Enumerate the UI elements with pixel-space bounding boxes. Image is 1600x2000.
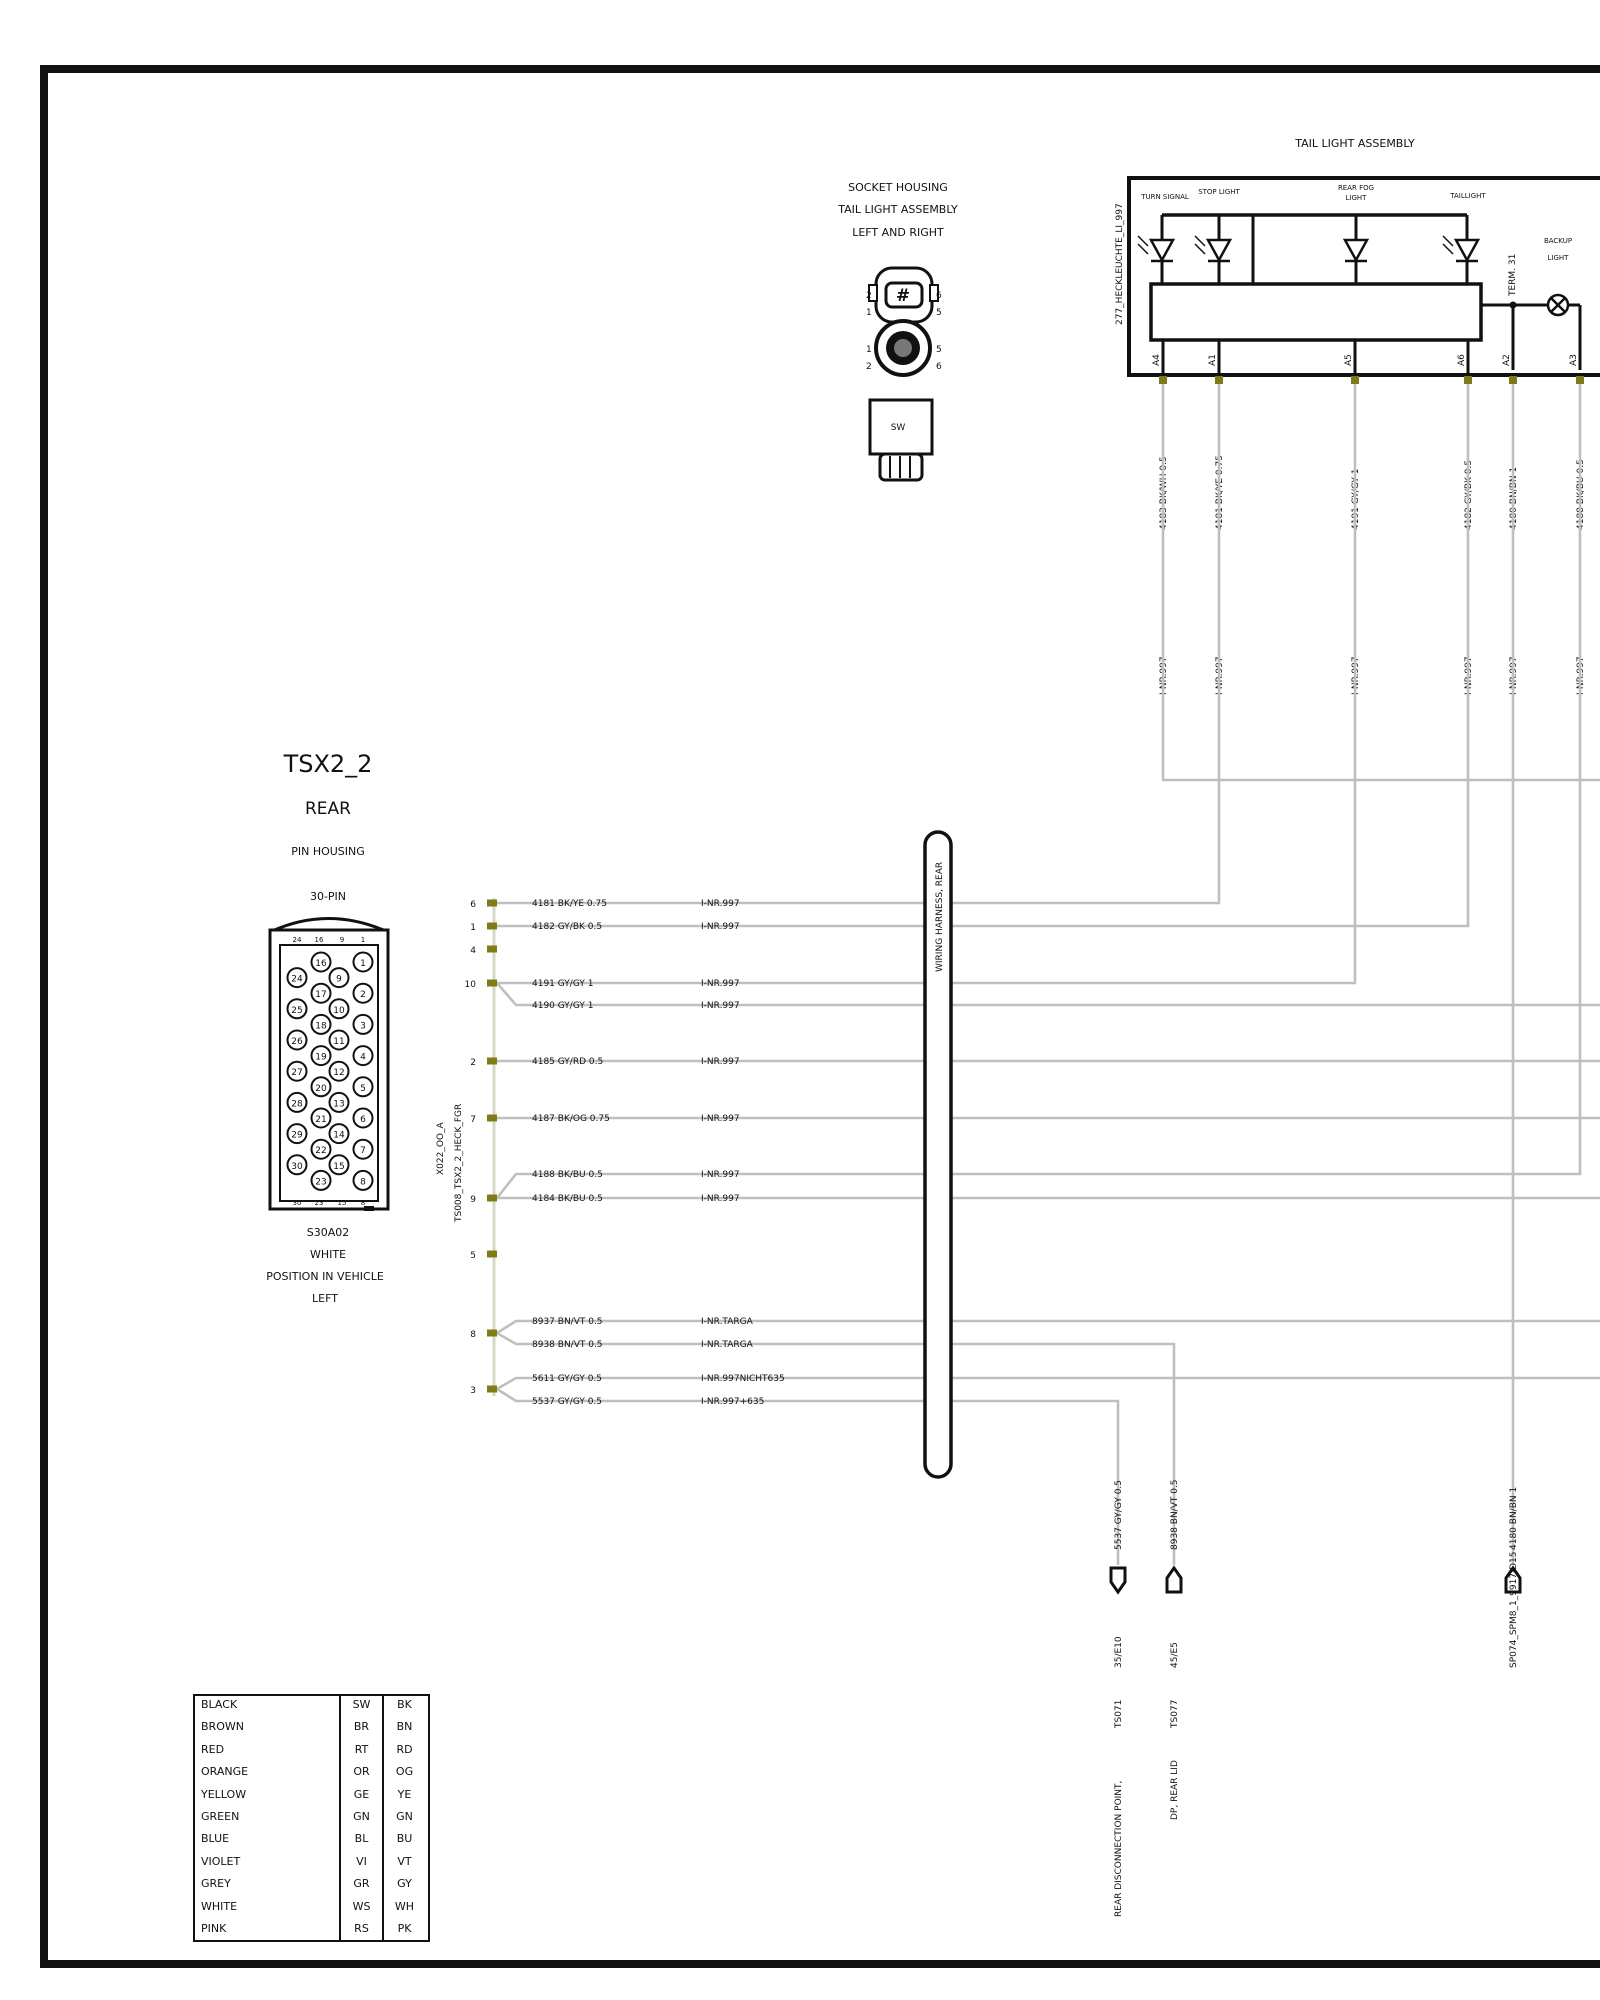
led-diode-icon bbox=[1345, 240, 1367, 260]
tail-light-inr-label: I-NR.997 bbox=[1464, 656, 1474, 695]
connector-location: REAR bbox=[305, 799, 351, 819]
connector-pin-number: 16 bbox=[315, 959, 327, 969]
legend-cell-name: GREY bbox=[193, 1873, 340, 1895]
legend-cell-en: PK bbox=[383, 1918, 425, 1940]
legend-cell-name: BROWN bbox=[193, 1716, 340, 1738]
connector-position-label: POSITION IN VEHICLE bbox=[266, 1270, 384, 1283]
legend-cell-en: YE bbox=[383, 1784, 425, 1806]
led-emission-icon bbox=[1195, 236, 1205, 254]
harness-wire-label: 5537 GY/GY 0.5 bbox=[532, 1397, 603, 1407]
connector-pin-number: 17 bbox=[315, 990, 327, 1001]
legend-cell-en: BN bbox=[383, 1716, 425, 1738]
legend-cell-de: VI bbox=[340, 1851, 383, 1873]
legend-row bbox=[193, 1851, 425, 1873]
harness-inr-label: I-NR.997 bbox=[701, 979, 740, 989]
legend-cell-name: BLACK bbox=[193, 1694, 340, 1716]
wire bbox=[497, 384, 1580, 1198]
legend-cell-en: RD bbox=[383, 1739, 425, 1761]
harness-wire-label: 4188 BK/BU 0.5 bbox=[532, 1170, 603, 1180]
tail-light-pin: A1 bbox=[1208, 354, 1218, 366]
led-diode-icon bbox=[1151, 240, 1173, 260]
socket-title-1: SOCKET HOUSING bbox=[848, 181, 948, 194]
legend-row bbox=[193, 1784, 425, 1806]
connector-pin-number: 7 bbox=[360, 1146, 366, 1157]
connector-pin bbox=[312, 1171, 331, 1190]
legend-cell-de: GR bbox=[340, 1873, 383, 1895]
pin-marker bbox=[1215, 376, 1223, 384]
socket-pin: 2 bbox=[866, 291, 872, 301]
connector-pin-number: 11 bbox=[333, 1037, 345, 1047]
connector-bottom-number: 15 bbox=[337, 1199, 347, 1207]
connector-pin-number: 24 bbox=[291, 974, 303, 985]
harness-inr-label: I-NR.997 bbox=[701, 1170, 740, 1180]
led-emission-icon bbox=[1443, 236, 1453, 254]
connector-bottom-number: 23 bbox=[314, 1199, 324, 1207]
connector-pin-number: 30 bbox=[291, 1161, 303, 1172]
wire bbox=[497, 384, 1468, 926]
destination-wire-label: 8938 BN/VT 0.5 bbox=[1170, 1479, 1180, 1550]
wire bbox=[497, 384, 1219, 903]
tail-light-wire-label: 4188 BK/BU 0.5 bbox=[1576, 459, 1586, 530]
harness-inr-label: I-NR.997 bbox=[701, 1001, 740, 1011]
legend-cell-name: BLUE bbox=[193, 1828, 340, 1850]
tail-light-assembly bbox=[1115, 137, 1600, 695]
destination-ref: 45/E5 bbox=[1170, 1642, 1180, 1668]
tail-light-component-id: 277_HECKLEUCHTE_LI_997 bbox=[1115, 203, 1125, 325]
harness-pin-marker bbox=[487, 946, 497, 953]
connector-pin bbox=[354, 1046, 373, 1065]
tail-light-inr-label: I-NR.997 bbox=[1509, 656, 1519, 695]
led-emission-icon bbox=[1138, 236, 1148, 254]
harness bbox=[465, 384, 1600, 1565]
harness-pin-marker bbox=[487, 980, 497, 987]
legend-cell-name: GREEN bbox=[193, 1806, 340, 1828]
tail-light-wire-label: 4191 GY/GY 1 bbox=[1351, 468, 1361, 530]
connector-pin-number: 4 bbox=[360, 1052, 366, 1063]
connector-pin bbox=[312, 984, 331, 1003]
tail-light-inr-label: I-NR.997 bbox=[1159, 656, 1169, 695]
harness-pin-number: 8 bbox=[470, 1330, 476, 1340]
harness-inr-label: I-NR.997 bbox=[701, 1194, 740, 1204]
legend-cell-de: WS bbox=[340, 1896, 383, 1918]
legend-cell-de: OR bbox=[340, 1761, 383, 1783]
harness-pin-number: 7 bbox=[470, 1115, 476, 1125]
connector-pin-count: 30-PIN bbox=[309, 890, 347, 903]
connector-pin-number: 27 bbox=[291, 1068, 303, 1079]
legend-cell-name: YELLOW bbox=[193, 1784, 340, 1806]
harness-pin-marker bbox=[487, 923, 497, 930]
connector-pin bbox=[330, 1124, 349, 1143]
tail-light-pin: A4 bbox=[1152, 354, 1162, 366]
connector-top-number: 24 bbox=[292, 936, 302, 944]
connector-pin bbox=[330, 1155, 349, 1174]
tail-light-wire-label: 4180 BN/BN 1 bbox=[1509, 466, 1519, 530]
arrow-down-icon bbox=[1111, 1568, 1125, 1592]
connector-side-label-1: X022_OO_A bbox=[436, 1122, 446, 1175]
connector-pin-number: 28 bbox=[291, 1099, 303, 1110]
legend-row bbox=[193, 1806, 425, 1828]
connector-position: LEFT bbox=[312, 1292, 338, 1305]
connector-key bbox=[364, 1206, 374, 1211]
turn-signal-label: TURN SIGNAL bbox=[1141, 193, 1189, 201]
connector-pin-number: 6 bbox=[360, 1115, 366, 1125]
wire bbox=[497, 1333, 1174, 1565]
connector-pin bbox=[288, 1062, 307, 1081]
socket-pin: 6 bbox=[936, 291, 942, 301]
pin-marker bbox=[1464, 376, 1472, 384]
destination-ref: SP074_SPM8_1_9917/D15 bbox=[1509, 1551, 1519, 1668]
rear-fog-label-2: LIGHT bbox=[1345, 194, 1367, 202]
color-legend-table bbox=[193, 1694, 425, 1940]
connector-pin-number: 13 bbox=[333, 1099, 345, 1110]
connector-pin-number: 2 bbox=[360, 990, 366, 1001]
pin-marker bbox=[1351, 376, 1359, 384]
wire bbox=[497, 1389, 1118, 1565]
connector-bottom-number: 8 bbox=[360, 1199, 366, 1207]
connector-pin bbox=[330, 1093, 349, 1112]
tail-light-box bbox=[1129, 178, 1600, 375]
connector-pin bbox=[330, 968, 349, 987]
connector-pin-number: 15 bbox=[333, 1161, 345, 1172]
connector-pin bbox=[288, 999, 307, 1018]
connector-pin bbox=[288, 1155, 307, 1174]
tail-light-wire-label: 4183 BK/WH 0.5 bbox=[1159, 456, 1169, 530]
legend-row bbox=[193, 1918, 425, 1940]
harness-wire-label: 4184 BK/BU 0.5 bbox=[532, 1194, 603, 1204]
connector-pin-number: 20 bbox=[315, 1083, 327, 1094]
connector-pin bbox=[354, 984, 373, 1003]
connector-color: WHITE bbox=[309, 1248, 347, 1261]
harness-pin-number: 3 bbox=[470, 1386, 476, 1396]
socket-contacts-icon: # bbox=[895, 286, 911, 306]
connector-pin-number: 26 bbox=[291, 1037, 303, 1047]
connector-pin bbox=[354, 1077, 373, 1096]
legend-row bbox=[193, 1694, 425, 1716]
connector-pin bbox=[354, 1140, 373, 1159]
connector-top-number: 1 bbox=[360, 936, 366, 944]
legend-cell-de: GN bbox=[340, 1806, 383, 1828]
term31-label: TERM. 31 bbox=[1508, 253, 1518, 296]
connector-pin-number: 29 bbox=[291, 1130, 303, 1141]
harness-inr-label: I-NR.997 bbox=[701, 1114, 740, 1124]
harness-pin-marker bbox=[487, 1115, 497, 1122]
socket-switch-label: SW bbox=[890, 423, 906, 433]
stop-light-label: STOP LIGHT bbox=[1198, 188, 1240, 196]
harness-inr-label: I-NR.997 bbox=[701, 899, 740, 909]
legend-cell-name: ORANGE bbox=[193, 1761, 340, 1783]
socket-pin: 1 bbox=[866, 308, 872, 318]
connector-name: TSX2_2 bbox=[283, 750, 373, 778]
connector-pin-number: 25 bbox=[291, 1005, 303, 1016]
harness-pin-marker bbox=[487, 1330, 497, 1337]
connector-pin-number: 19 bbox=[315, 1052, 327, 1063]
legend-row bbox=[193, 1716, 425, 1738]
connector-pin bbox=[312, 1109, 331, 1128]
connector-pin-number: 10 bbox=[333, 1005, 345, 1016]
legend-cell-en: BU bbox=[383, 1828, 425, 1850]
connector-pin bbox=[354, 953, 373, 972]
connector-pin bbox=[330, 999, 349, 1018]
socket-title-3: LEFT AND RIGHT bbox=[852, 226, 944, 239]
destination-ts: TS077 bbox=[1170, 1699, 1180, 1728]
pin-marker bbox=[1576, 376, 1584, 384]
connector-pin bbox=[288, 1031, 307, 1050]
connector-side-label-2: TS008_TSX2_2_HECK_FGR bbox=[454, 1103, 464, 1222]
harness-pin-number: 5 bbox=[470, 1251, 476, 1261]
led-control-module bbox=[1151, 284, 1481, 340]
tail-light-inr-label: I-NR.997 bbox=[1351, 656, 1361, 695]
led-diode-icon bbox=[1208, 240, 1230, 260]
tail-light-pin: A6 bbox=[1457, 354, 1467, 366]
socket-round-center bbox=[894, 339, 912, 357]
connector-pin bbox=[288, 968, 307, 987]
harness-pin-number: 9 bbox=[470, 1195, 476, 1205]
tail-light-wire-label: 4182 GY/BK 0.5 bbox=[1464, 459, 1474, 530]
destination-ref: 35/E10 bbox=[1114, 1636, 1124, 1668]
harness-inr-label: I-NR.997 bbox=[701, 922, 740, 932]
socket-pin: 5 bbox=[936, 345, 942, 355]
tail-light-title: TAIL LIGHT ASSEMBLY bbox=[1295, 137, 1415, 150]
legend-cell-en: GN bbox=[383, 1806, 425, 1828]
connector-pin bbox=[288, 1124, 307, 1143]
wire bbox=[497, 1321, 1600, 1333]
legend-cell-de: SW bbox=[340, 1694, 383, 1716]
harness-wire-label: 8937 BN/VT 0.5 bbox=[532, 1317, 603, 1327]
connector-pin bbox=[312, 1140, 331, 1159]
wire bbox=[497, 983, 1600, 1005]
destination-ts: TS071 bbox=[1114, 1699, 1124, 1728]
rear-fog-label-1: REAR FOG bbox=[1337, 184, 1375, 192]
legend-cell-name: VIOLET bbox=[193, 1851, 340, 1873]
legend-row bbox=[193, 1828, 425, 1850]
connector-pin bbox=[354, 1015, 373, 1034]
tail-light-wire-label: 4181 BK/YE 0.75 bbox=[1215, 455, 1225, 530]
connector-top-number: 9 bbox=[339, 936, 345, 944]
tail-light-pin: A3 bbox=[1569, 354, 1579, 366]
destination-wire-label: 5537 GY/GY 0.5 bbox=[1114, 1479, 1124, 1550]
harness-inr-label: I-NR.TARGA bbox=[701, 1340, 753, 1350]
harness-label: WIRING HARNESS, REAR bbox=[935, 861, 945, 972]
connector-pin-number: 5 bbox=[360, 1083, 366, 1094]
connector-pin bbox=[354, 1109, 373, 1128]
arrow-up-icon bbox=[1167, 1568, 1181, 1592]
legend-cell-en: GY bbox=[383, 1873, 425, 1895]
backup-light-label-1: BACKUP bbox=[1543, 237, 1573, 245]
legend-cell-en: VT bbox=[383, 1851, 425, 1873]
connector-pin-number: 21 bbox=[315, 1115, 327, 1125]
legend-cell-name: PINK bbox=[193, 1918, 340, 1940]
connector-pin-number: 3 bbox=[360, 1021, 366, 1032]
destination-wire-label: 4180 BN/BN 1 bbox=[1509, 1486, 1519, 1550]
pin-marker bbox=[1159, 376, 1167, 384]
harness-pin-number: 10 bbox=[464, 980, 476, 990]
harness-pin-marker bbox=[487, 1195, 497, 1202]
tsx2-2-connector bbox=[266, 750, 464, 1305]
legend-cell-en: BK bbox=[383, 1694, 425, 1716]
harness-inr-label: I-NR.TARGA bbox=[701, 1317, 753, 1327]
harness-inr-label: I-NR.997+635 bbox=[701, 1397, 765, 1407]
legend-cell-en: WH bbox=[383, 1896, 425, 1918]
harness-wire-label: 4182 GY/BK 0.5 bbox=[532, 922, 603, 932]
wire bbox=[497, 1378, 1600, 1389]
wire bbox=[1163, 384, 1600, 780]
connector-type: PIN HOUSING bbox=[291, 845, 365, 858]
harness-wire-label: 4187 BK/OG 0.75 bbox=[532, 1114, 610, 1124]
legend-cell-name: RED bbox=[193, 1739, 340, 1761]
harness-wire-label: 5611 GY/GY 0.5 bbox=[532, 1374, 603, 1384]
legend-cell-de: BL bbox=[340, 1828, 383, 1850]
connector-pin bbox=[330, 1062, 349, 1081]
legend-row bbox=[193, 1739, 425, 1761]
connector-pin-number: 1 bbox=[360, 959, 366, 969]
legend-cell-de: RT bbox=[340, 1739, 383, 1761]
connector-pin-number: 14 bbox=[333, 1130, 345, 1141]
legend-row bbox=[193, 1761, 425, 1783]
connector-pin bbox=[312, 1046, 331, 1065]
harness-pin-marker bbox=[487, 1386, 497, 1393]
legend-row bbox=[193, 1873, 425, 1895]
connector-pin-number: 18 bbox=[315, 1021, 327, 1032]
tail-light-inr-label: I-NR.997 bbox=[1215, 656, 1225, 695]
legend-cell-de: GE bbox=[340, 1784, 383, 1806]
connector-pin-number: 9 bbox=[336, 974, 342, 985]
legend-cell-name: WHITE bbox=[193, 1896, 340, 1918]
bottom-destinations bbox=[1111, 1479, 1520, 1917]
connector-bottom-number: 30 bbox=[292, 1199, 302, 1207]
led-diode-icon bbox=[1456, 240, 1478, 260]
backup-light-label-2: LIGHT bbox=[1547, 254, 1569, 262]
socket-pin: 6 bbox=[936, 362, 942, 372]
connector-pin bbox=[312, 1077, 331, 1096]
socket-title-2: TAIL LIGHT ASSEMBLY bbox=[838, 203, 958, 216]
harness-wire-label: 8938 BN/VT 0.5 bbox=[532, 1340, 603, 1350]
harness-pin-marker bbox=[487, 1251, 497, 1258]
connector-pin-number: 8 bbox=[360, 1177, 366, 1188]
harness-pin-number: 4 bbox=[470, 946, 476, 956]
harness-wire-label: 4190 GY/GY 1 bbox=[532, 1001, 594, 1011]
connector-pin bbox=[312, 953, 331, 972]
destination-description: DP, REAR LID bbox=[1170, 1760, 1180, 1820]
harness-pin-number: 1 bbox=[470, 923, 476, 933]
harness-inr-label: I-NR.997 bbox=[701, 1057, 740, 1067]
harness-wire-label: 4185 GY/RD 0.5 bbox=[532, 1057, 604, 1067]
connector-pin-number: 23 bbox=[315, 1177, 327, 1188]
connector-pin bbox=[330, 1031, 349, 1050]
legend-cell-de: RS bbox=[340, 1918, 383, 1940]
connector-pin bbox=[354, 1171, 373, 1190]
tail-light-inr-label: I-NR.997 bbox=[1576, 656, 1586, 695]
legend-cell-en: OG bbox=[383, 1761, 425, 1783]
harness-pin-marker bbox=[487, 900, 497, 907]
pin-marker bbox=[1509, 376, 1517, 384]
connector-pin-number: 12 bbox=[333, 1068, 345, 1079]
connector-part: S30A02 bbox=[306, 1226, 350, 1239]
connector-pin-number: 22 bbox=[315, 1146, 327, 1157]
tail-light-pin: A5 bbox=[1344, 354, 1354, 366]
destination-description: REAR DISCONNECTION POINT, bbox=[1114, 1780, 1124, 1917]
harness-wire-label: 4181 BK/YE 0.75 bbox=[532, 899, 607, 909]
socket-pin: 5 bbox=[936, 308, 942, 318]
harness-pin-number: 6 bbox=[470, 900, 476, 910]
connector-pin bbox=[288, 1093, 307, 1112]
socket-pin: 1 bbox=[866, 345, 872, 355]
connector-pin bbox=[312, 1015, 331, 1034]
socket-housing bbox=[837, 181, 958, 480]
legend-cell-de: BR bbox=[340, 1716, 383, 1738]
socket-pin: 2 bbox=[866, 362, 872, 372]
taillight-label: TAILLIGHT bbox=[1450, 192, 1486, 200]
harness-wire-label: 4191 GY/GY 1 bbox=[532, 979, 594, 989]
harness-pin-number: 2 bbox=[470, 1058, 476, 1068]
tail-light-pin: A2 bbox=[1502, 354, 1512, 366]
legend-row bbox=[193, 1896, 425, 1918]
harness-inr-label: I-NR.997NICHT635 bbox=[701, 1374, 785, 1384]
harness-pin-marker bbox=[487, 1058, 497, 1065]
connector-top-number: 16 bbox=[314, 936, 324, 944]
